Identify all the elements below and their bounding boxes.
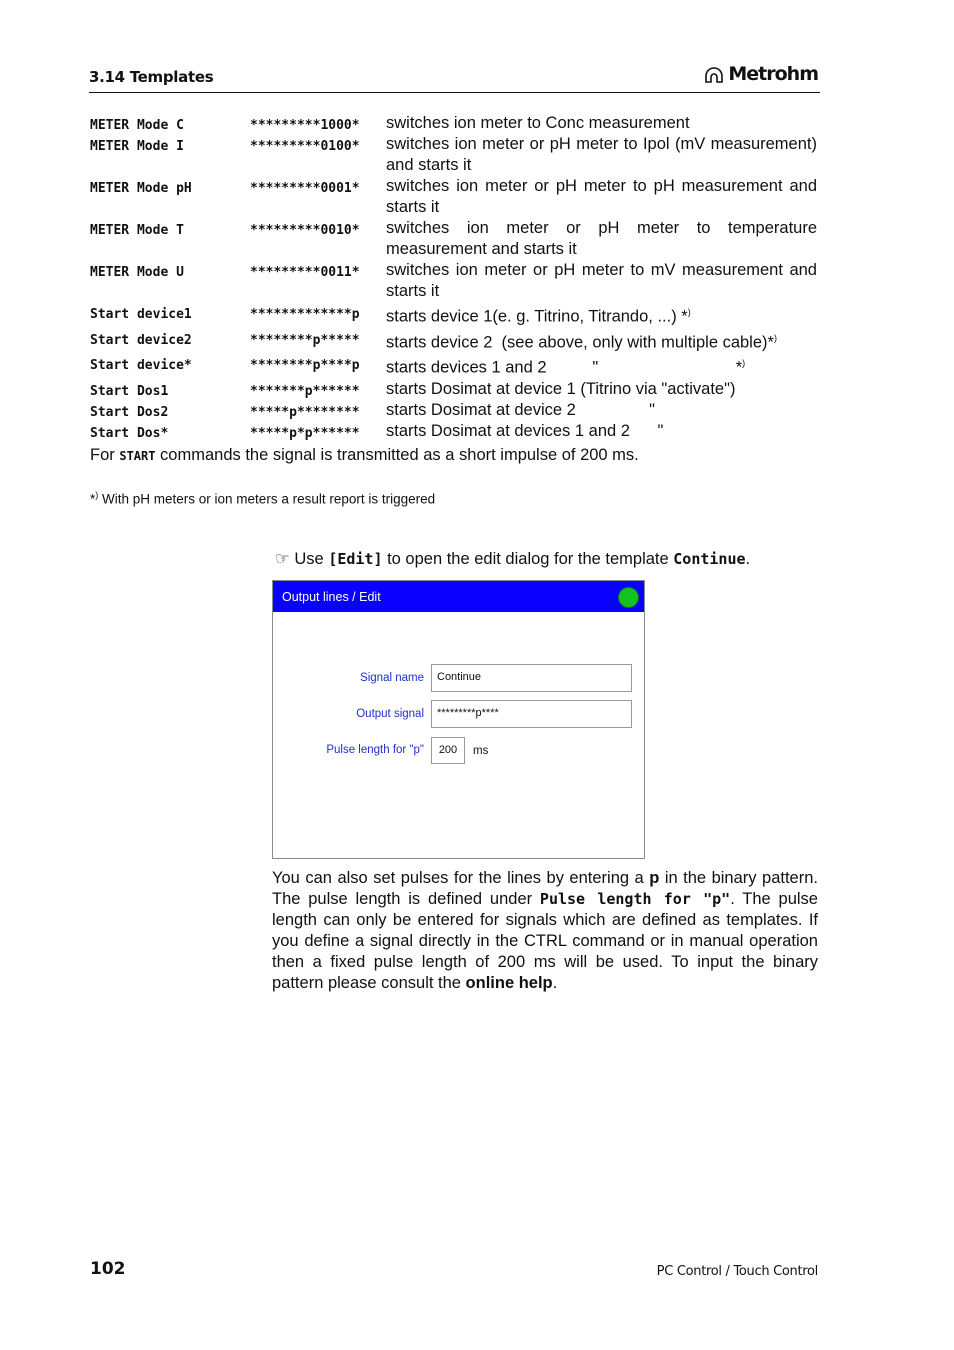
signal-name: Start Dos* xyxy=(90,425,169,441)
signal-name-label: Signal name xyxy=(360,672,424,684)
pointing-hand-icon: ☞ xyxy=(275,550,290,568)
template-name: Continue xyxy=(673,550,746,568)
signal-pattern: *********0001* xyxy=(250,181,360,196)
signal-row xyxy=(90,176,820,218)
signal-description: starts device 2 (see above, only with multiple cable)*) xyxy=(386,332,777,351)
signal-row xyxy=(90,328,820,354)
footnote: *) With pH meters or ion meters a result report is triggered xyxy=(90,490,436,507)
signal-pattern: *********1000* xyxy=(250,118,360,133)
signal-name-input[interactable]: Continue xyxy=(431,664,632,692)
signal-pattern: *********0100* xyxy=(250,139,360,154)
signal-pattern: *************p xyxy=(250,307,360,322)
signal-description: switches ion meter or pH meter to temperature measurement and starts it xyxy=(386,219,822,258)
signal-name: METER Mode C xyxy=(90,118,184,133)
page-header xyxy=(89,62,820,93)
signal-pattern: *********0011* xyxy=(250,265,360,280)
output-lines-edit-dialog xyxy=(272,580,645,859)
signal-description: switches ion meter or pH meter to mV measurement and starts it xyxy=(386,261,822,300)
signal-row xyxy=(90,400,820,421)
status-light-icon xyxy=(618,587,639,608)
brand-name: Metrohm xyxy=(728,63,818,85)
signal-pattern: ********p***** xyxy=(250,332,360,348)
pulse-length-label: Pulse length for "p" xyxy=(326,744,424,756)
start-note: For START commands the signal is transmitted as a short impulse of 200 ms. xyxy=(90,446,639,464)
signal-name: Start device1 xyxy=(90,307,192,322)
brand-logo xyxy=(703,63,818,85)
signal-description: switches ion meter to Conc measurement xyxy=(386,114,690,132)
metrohm-logo-icon xyxy=(703,64,725,84)
signal-row xyxy=(90,134,820,176)
signal-name: Start Dos2 xyxy=(90,404,169,420)
dialog-title: Output lines / Edit xyxy=(282,590,381,604)
signal-row xyxy=(90,302,820,328)
signal-row xyxy=(90,260,820,302)
signal-row xyxy=(90,379,820,400)
footer-title: PC Control / Touch Control xyxy=(656,1264,818,1279)
instruction-line: ☞ Use [Edit] to open the edit dialog for the template Continue. xyxy=(275,550,751,568)
signal-name: METER Mode U xyxy=(90,265,184,280)
online-help-reference: online help xyxy=(465,974,553,992)
signal-pattern: *******p****** xyxy=(250,383,360,399)
signal-description: starts Dosimat at device 2 " xyxy=(386,400,656,419)
signal-pattern: *****p******** xyxy=(250,404,360,420)
signal-description: starts device 1(e. g. Titrino, Titrando, ...) *) xyxy=(386,307,691,326)
signal-description: switches ion meter or pH meter to pH measurement and starts it xyxy=(386,177,822,216)
signal-name: METER Mode T xyxy=(90,223,184,238)
output-signal-label: Output signal xyxy=(356,708,424,720)
edit-button-reference: [Edit] xyxy=(328,550,383,568)
signal-row xyxy=(90,218,820,260)
signal-pattern: *********0010* xyxy=(250,223,360,238)
signal-description: switches ion meter or pH meter to Ipol (mV measurement) and starts it xyxy=(386,135,822,174)
output-signal-input[interactable]: *********p**** xyxy=(431,700,632,728)
pulse-paragraph: You can also set pulses for the lines by entering a p in the binary pattern. The pulse length is defined under Pulse length for "p". The pulse length can only be entered for signals which are defined as templates. If you define a signal directly in the CTRL command or in manual operation then a fixed pulse length of 200 ms will be used. To input the binary pattern please consult the online help. xyxy=(272,869,818,992)
signal-row xyxy=(90,353,820,379)
signal-pattern: ********p****p xyxy=(250,358,360,373)
dialog-titlebar xyxy=(273,581,644,612)
signal-name: Start Dos1 xyxy=(90,383,169,399)
page-number: 102 xyxy=(90,1259,126,1279)
signal-name: METER Mode pH xyxy=(90,181,192,196)
signal-pattern: *****p*p****** xyxy=(250,425,360,441)
signal-row xyxy=(90,421,820,442)
signal-row xyxy=(90,113,820,134)
pulse-unit: ms xyxy=(473,745,489,757)
signal-name: Start device2 xyxy=(90,332,192,348)
signal-description: starts Dosimat at device 1 (Titrino via "activate") xyxy=(386,379,736,398)
signal-table xyxy=(90,113,820,442)
section-title: 3.14 Templates xyxy=(89,68,214,86)
pulse-field-reference: Pulse length for "p" xyxy=(539,890,731,908)
signal-description: starts devices 1 and 2 " *) xyxy=(386,358,746,377)
signal-name: Start device* xyxy=(90,358,192,373)
signal-name: METER Mode I xyxy=(90,139,184,154)
signal-description: starts Dosimat at devices 1 and 2 " xyxy=(386,421,664,440)
pulse-length-input[interactable]: 200 xyxy=(431,737,465,764)
